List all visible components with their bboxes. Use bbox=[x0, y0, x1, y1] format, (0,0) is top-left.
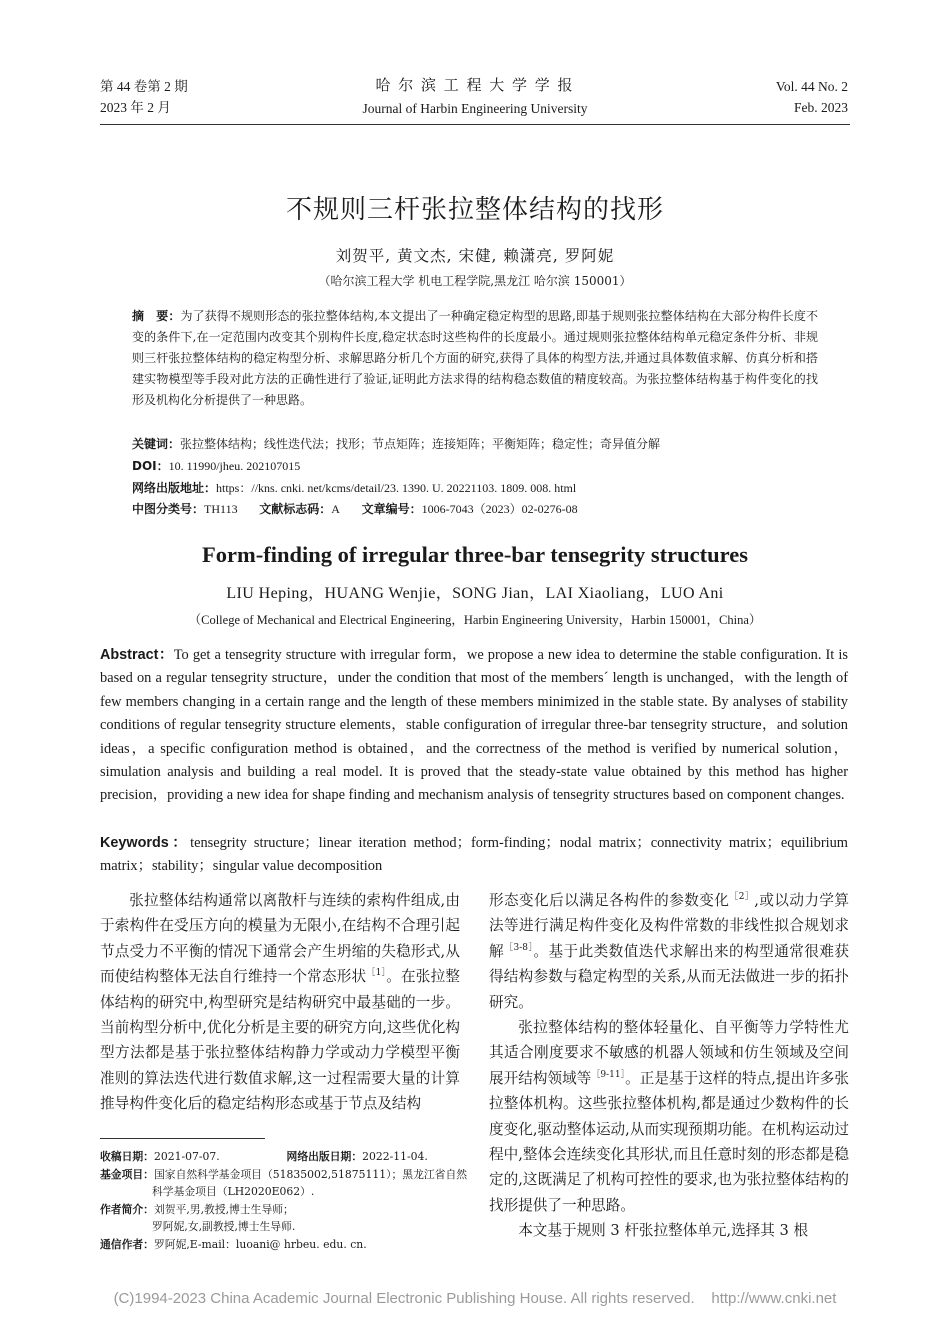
footnote-dates bbox=[100, 1148, 470, 1166]
citation-ref[interactable]: ［3-8］ bbox=[504, 942, 534, 953]
article-no-value: 1006-7043（2023）02-0276-08 bbox=[421, 502, 578, 516]
body-right-p1-a: 形态变化后以满足各构件的参数变化 bbox=[489, 892, 730, 909]
citation-ref[interactable]: ［1］ bbox=[366, 968, 387, 979]
keywords-en bbox=[100, 832, 848, 879]
header-date-en: Feb. 2023 bbox=[794, 100, 848, 115]
classification-line bbox=[132, 499, 578, 520]
body-right-column bbox=[489, 888, 849, 1244]
abstract-cn bbox=[132, 306, 818, 411]
authors-en: LIU Heping，HUANG Wenjie，SONG Jian，LAI Xiaoliang，LUO Ani bbox=[226, 585, 724, 602]
corr-label: 通信作者： bbox=[100, 1237, 154, 1251]
online-url-value[interactable]: https：//kns. cnki. net/kcms/detail/23. 1390. U. 20221103. 1809. 008. html bbox=[216, 481, 577, 495]
clc-label: 中图分类号： bbox=[132, 502, 205, 516]
online-date: 2022-11-04. bbox=[362, 1150, 428, 1163]
fund-label: 基金项目： bbox=[100, 1167, 154, 1181]
header-journal-cn: 哈 尔 滨 工 程 大 学 学 报 bbox=[375, 78, 575, 94]
affiliation-cn: （哈尔滨工程大学 机电工程学院,黑龙江 哈尔滨 150001） bbox=[318, 274, 632, 288]
online-date-label: 网络出版日期： bbox=[286, 1150, 363, 1163]
body-left-column bbox=[100, 888, 460, 1117]
body-paragraph: 本文基于规则 3 杆张拉整体单元,选择其 3 根 bbox=[518, 1222, 809, 1240]
footnote-rule bbox=[100, 1138, 265, 1139]
doi-line bbox=[132, 456, 300, 477]
body-right-p2-a: 张拉整体结构的整体轻量化、自平衡等力学特性尤其适合刚度要求不敏感的机器人领域和仿生领域及空间展开结构领域等 bbox=[489, 1019, 849, 1087]
citation-ref[interactable]: ［9-11］ bbox=[591, 1069, 626, 1080]
abstract-en bbox=[100, 644, 848, 808]
abstract-en-text: To get a tensegrity structure with irregular form，we propose a new idea to determine the stable configuration. It is based on a regular tensegrity structure，under the condition that most of the members´ length is unchanged，with the length of few members changing in a certain range and the length of these members minimized in the stable state. By analyses of stability conditions of regular tensegrity structure elements，stable configuration of irregular three-bar tensegrity structure，and solution ideas，a specific configuration method is obtained，and the correctness of the method is verified by numerical solution，simulation analysis and building a real model. It is proved that the steady-state value obtained by this method has higher precision，providing a new idea for shape finding and mechanism analysis of tensegrity structures based on component changes. bbox=[100, 647, 848, 804]
authors-cn: 刘贺平, 黄文杰, 宋健, 赖潇亮, 罗阿妮 bbox=[335, 247, 615, 265]
doi-label: DOI： bbox=[132, 459, 169, 473]
footnote-fund bbox=[100, 1166, 470, 1201]
paper-title-en: Form-finding of irregular three-bar tensegrity structures bbox=[202, 542, 748, 567]
body-paragraph bbox=[100, 888, 460, 1117]
body-right-p2-b: 。正是基于这样的特点,提出许多张拉整体机构。这些张拉整体机构,都是通过少数构件的长度变化,驱动整体运动,从而实现预期功能。在机构运动过程中,整体会连续变化其形状,而且任意时刻的形态都是稳定的,这既满足了机构可控性的要求,也为张拉整体结构的找形提供了一种思路。 bbox=[489, 1069, 849, 1214]
doc-code-value: A bbox=[331, 502, 340, 516]
received-date: 2021-07-07. bbox=[153, 1150, 220, 1163]
abstract-cn-text: 为了获得不规则形态的张拉整体结构,本文提出了一种确定稳定构型的思路,即基于规则张拉整体结构在大部分构件长度不变的条件下,在一定范围内改变其个别构件长度,稳定状态时这些构件的长度最小。通过规则张拉整体结构单元稳定条件分析、非规则三杆张拉整体结构的稳定构型分析、求解思路分析几个方面的研究,获得了具体的构型方法,并通过具体数值求解、仿真分析和搭建实物模型等手段对此方法的正确性进行了验证,证明此方法求得的结构稳态数值的精度较高。为张拉整体结构基于构件变化的找形及机构化分析提供了一种思路。 bbox=[132, 309, 818, 407]
header-volume-cn: 第 44 卷第 2 期 bbox=[100, 79, 188, 94]
online-url-label: 网络出版地址： bbox=[132, 481, 217, 495]
clc-value: TH113 bbox=[204, 502, 238, 516]
received-label: 收稿日期： bbox=[100, 1150, 154, 1163]
copyright-footer: (C)1994-2023 China Academic Journal Electronic Publishing House. All rights reserved. http://www.cnki.net bbox=[113, 1290, 837, 1307]
paper-title-cn: 不规则三杆张拉整体结构的找形 bbox=[285, 195, 664, 225]
body-left-p1-b: 。在张拉整体结构的研究中,构型研究是结构研究中最基础的一步。当前构型分析中,优化分析是主要的研究方向,这些优化构型方法都是基于张拉整体结构静力学或动力学模型平衡准则的算法迭代进行数值求解,这一过程需要大量的计算推导构件变化后的稳定结构形态或基于节点及结构 bbox=[100, 968, 460, 1113]
body-right-p1-c: 。基于此类数值迭代求解出来的构型通常很难获得结构参数与稳定构型的关系,从而无法做进一步的拓扑研究。 bbox=[489, 942, 849, 1011]
footnote-bio-2: 罗阿妮,女,副教授,博士生导师. bbox=[152, 1220, 296, 1233]
fund-text: 国家自然科学基金项目（51835002,51875111）；黑龙江省自然科学基金项目（LH2020E062）. bbox=[152, 1167, 468, 1198]
keywords-en-text: tensegrity structure；linear iteration method；form-finding；nodal matrix；connectivity matrix；equilibrium matrix；stability；singular value decomposition bbox=[100, 835, 849, 875]
header-volume-en: Vol. 44 No. 2 bbox=[775, 79, 848, 94]
footnote-bio bbox=[100, 1201, 470, 1219]
body-paragraph bbox=[489, 888, 849, 1015]
bio-line-1: 刘贺平,男,教授,博士生导师； bbox=[153, 1202, 294, 1216]
footnote-corresponding bbox=[100, 1236, 470, 1254]
body-paragraph bbox=[489, 1015, 849, 1218]
affiliation-en: （College of Mechanical and Electrical Engineering，Harbin Engineering University，Harbin 150001，China） bbox=[188, 613, 762, 627]
keywords-cn-label: 关键词： bbox=[132, 437, 181, 451]
body-left-p1-a: 张拉整体结构通常以离散杆与连续的索构件组成,由于索构件在受压方向的模量为无限小,在结构不合理引起节点受力不平衡的情况下通常会产生坍缩的失稳形式,从而使结构整体无法自行维持一个常态形状 bbox=[100, 892, 460, 986]
article-no-label: 文章编号： bbox=[361, 502, 422, 516]
abstract-cn-label: 摘 要： bbox=[132, 309, 181, 323]
doc-code-label: 文献标志码： bbox=[259, 502, 332, 516]
bio-label: 作者简介： bbox=[100, 1202, 154, 1216]
header-journal-en: Journal of Harbin Engineering University bbox=[362, 101, 588, 116]
keywords-cn-text: 张拉整体结构；线性迭代法；找形；节点矩阵；连接矩阵；平衡矩阵；稳定性；奇异值分解 bbox=[180, 437, 661, 451]
corr-text[interactable]: 罗阿妮,E-mail：luoani@ hrbeu. edu. cn. bbox=[153, 1237, 367, 1251]
header-rule bbox=[100, 124, 850, 125]
abstract-en-label: Abstract： bbox=[100, 647, 174, 663]
keywords-cn bbox=[132, 434, 660, 455]
doi-value[interactable]: 10. 11990/jheu. 202107015 bbox=[168, 459, 301, 473]
keywords-en-label: Keywords： bbox=[100, 835, 191, 851]
online-url-line bbox=[132, 478, 576, 499]
body-right-p1-b: ,或以动力学算法等进行满足构件变化及构件常数的非线性拟合规划求解 bbox=[489, 892, 849, 960]
header-date-cn: 2023 年 2 月 bbox=[100, 100, 171, 115]
citation-ref[interactable]: ［2］ bbox=[729, 892, 755, 903]
footnotes bbox=[100, 1148, 470, 1253]
